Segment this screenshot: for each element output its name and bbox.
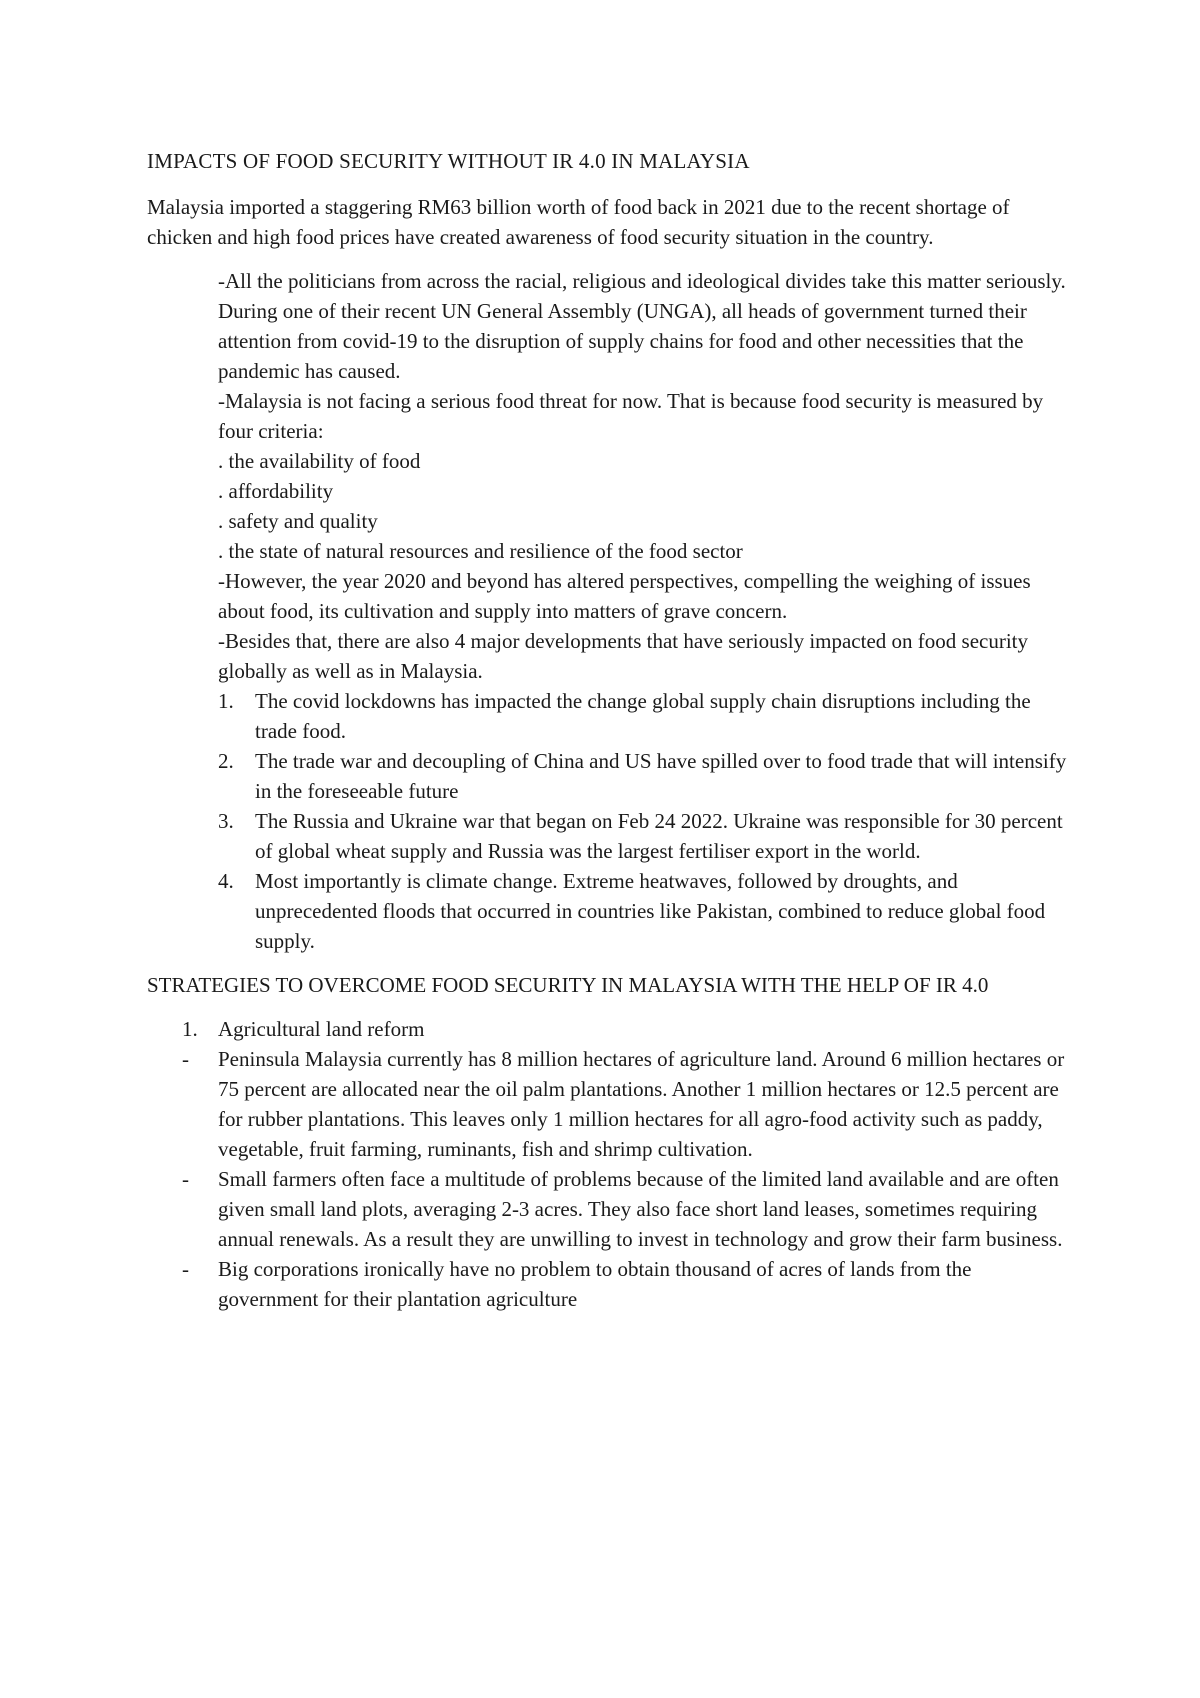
list-item [147,1014,1067,1044]
list-item [147,1044,1067,1164]
list-item [218,806,1067,866]
list-item [218,746,1067,806]
criterion-item: . affordability [218,479,334,503]
strategies-list [147,1014,1067,1314]
list-marker: - [182,1047,189,1071]
criterion-item: . the availability of food [218,449,421,473]
perspectives-point: -However, the year 2020 and beyond has altered perspectives, compelling the weighing of issues about food, its cultivation and supply into matters of grave concern. [218,569,1031,623]
list-item-text: The covid lockdowns has impacted the change global supply chain disruptions including the trade food. [255,689,1031,743]
list-number: 2. [218,749,234,773]
food-threat-point: -Malaysia is not facing a serious food threat for now. That is because food security is measured by four criteria: [218,389,1044,443]
list-item [147,1164,1067,1254]
list-marker: - [182,1257,189,1281]
list-item-text: Peninsula Malaysia currently has 8 million hectares of agriculture land. Around 6 million hectares or 75 percent are allocated near the oil palm plantations. Another 1 million hectares or 12.5 percent are for rubber plantations. This leaves only 1 million hectares for all agro-food activity such as paddy, vegetable, fruit farming, ruminants, fish and shrimp cultivation. [218,1047,1065,1161]
list-item-text: Big corporations ironically have no problem to obtain thousand of acres of lands from the government for their plantation agriculture [218,1257,972,1311]
list-marker: - [182,1167,189,1191]
document-body [147,146,1067,1314]
section1-intro: Malaysia imported a staggering RM63 billion worth of food back in 2021 due to the recent shortage of chicken and high food prices have created awareness of food security situation in the country. [147,195,1010,249]
developments-point: -Besides that, there are also 4 major developments that have seriously impacted on food security globally as well as in Malaysia. [218,629,1029,683]
list-item-text: The trade war and decoupling of China and US have spilled over to food trade that will intensify in the foreseeable future [255,749,1067,803]
list-item-text: Most importantly is climate change. Extreme heatwaves, followed by droughts, and unprecedented floods that occurred in countries like Pakistan, combined to reduce global food supply. [255,869,1046,953]
list-item [218,686,1067,746]
list-item-text: The Russia and Ukraine war that began on Feb 24 2022. Ukraine was responsible for 30 percent of global wheat supply and Russia was the largest fertiliser export in the world. [255,809,1063,863]
list-number: 4. [218,869,234,893]
section1-title: IMPACTS OF FOOD SECURITY WITHOUT IR 4.0 IN MALAYSIA [147,149,750,173]
list-number: 3. [218,809,234,833]
politicians-point: -All the politicians from across the racial, religious and ideological divides take this matter seriously. During one of their recent UN General Assembly (UNGA), all heads of government turned their attention from covid-19 to the disruption of supply chains for food and other necessities that the pandemic has caused. [218,269,1066,383]
list-item-text: Agricultural land reform [218,1017,425,1041]
list-number: 1. [218,689,234,713]
list-marker: 1. [182,1017,198,1041]
criterion-item: . safety and quality [218,509,378,533]
list-item [147,1254,1067,1314]
section1-details [218,266,1067,956]
criterion-item: . the state of natural resources and resilience of the food sector [218,539,743,563]
developments-list [218,686,1067,956]
section2-title: STRATEGIES TO OVERCOME FOOD SECURITY IN MALAYSIA WITH THE HELP OF IR 4.0 [147,973,989,997]
list-item [218,866,1067,956]
list-item-text: Small farmers often face a multitude of problems because of the limited land available and are often given small land plots, averaging 2-3 acres. They also face short land leases, sometimes requiring annual renewals. As a result they are unwilling to invest in technology and grow their farm business. [218,1167,1063,1251]
